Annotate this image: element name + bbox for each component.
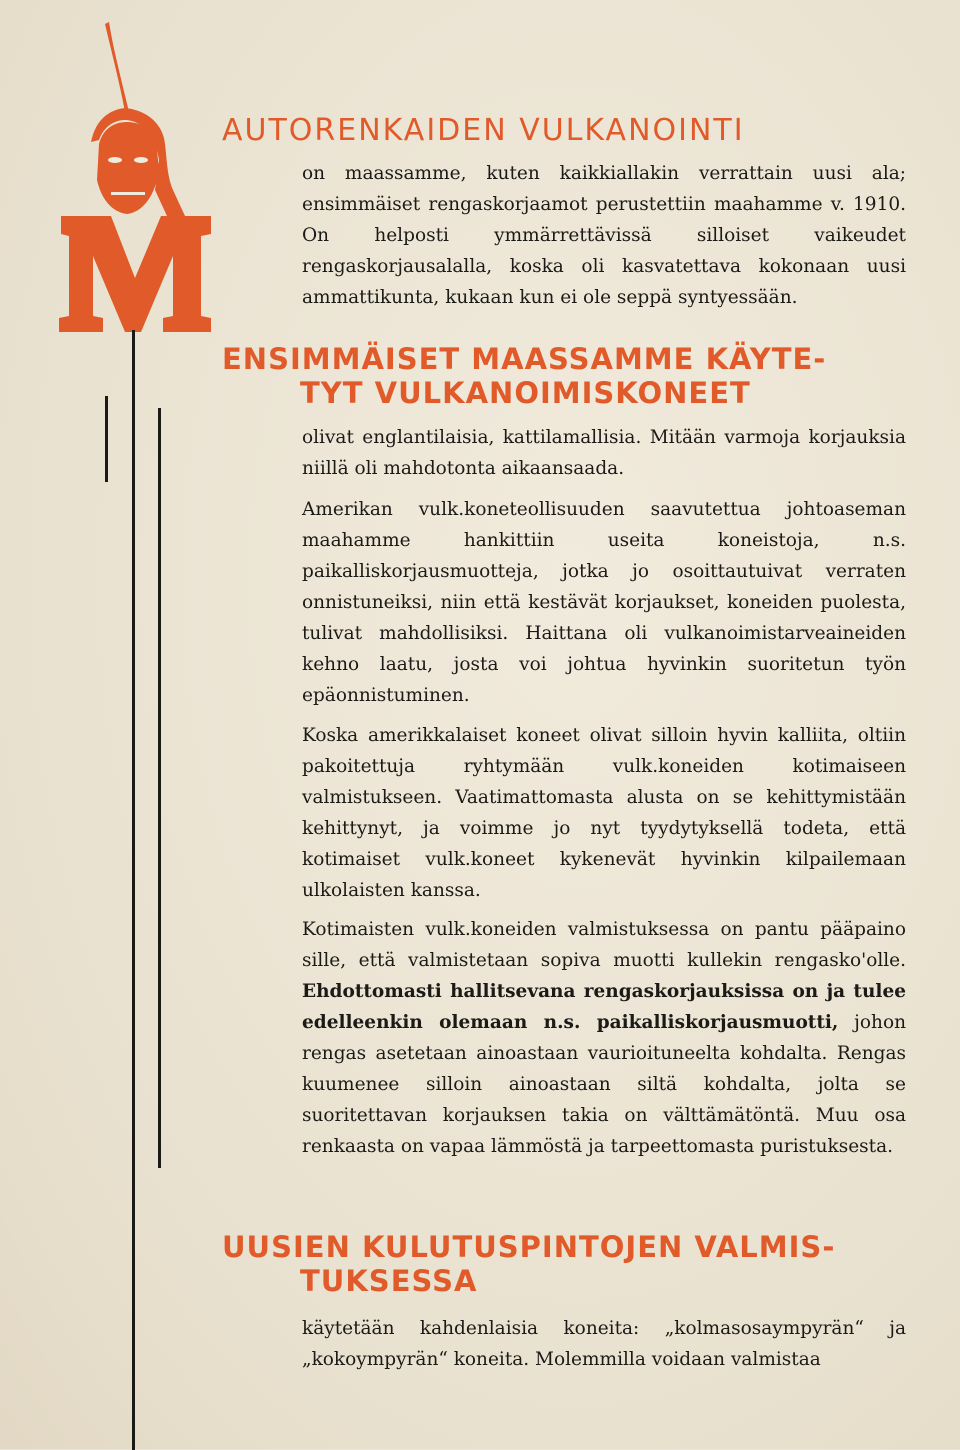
paragraph: on maassamme, kuten kaikkiallakin verrattain uusi ala; ensimmäiset rengaskorjaamot perustettiin maahamme v. 1910. On helposti ymmärrettävissä silloiset vaikeudet rengaskorjausalalla, koska oli kasvatettava kokonaan uusi ammattikunta, kukaan kun ei ole seppä syntyessään. xyxy=(302,163,906,308)
paragraph-text: johon rengas asetetaan ainoastaan vaurioituneelta kohdalta. Rengas kuumenee silloin ainoastaan siltä kohdalta, jolta se suoritettavan korjauksen takia on välttämätöntä. Muu osa renkaasta on vapaa lämmöstä ja tarpeettomasta puristuksesta. xyxy=(302,1012,906,1157)
bold-text: Ehdottomasti hallitsevana rengaskorjauksissa on ja tulee edelleenkin olemaan n.s. paikalliskorjausmuotti, xyxy=(302,981,906,1033)
chief-portrait-m-logo-icon xyxy=(55,20,215,332)
heading-line: TYT VULKANOIMISKONEET xyxy=(300,376,751,410)
paragraph: käytetään kahdenlaisia koneita: „kolmasosaympyrän“ ja „kokoympyrän“ koneita. Molemmilla voidaan valmistaa xyxy=(302,1318,906,1370)
heading-line: UUSIEN KULUTUSPINTOJEN VALMIS- xyxy=(222,1230,836,1264)
paragraph-text: Kotimaisten vulk.koneiden valmistuksessa on pantu pääpaino sille, että valmistetaan sopiva muotti kullekin rengasko'olle. xyxy=(302,919,906,971)
margin-rule xyxy=(158,408,161,1168)
paragraph: olivat englantilaisia, kattilamallisia. Mitään varmoja korjauksia niillä oli mahdotonta aikaansaada. xyxy=(302,427,906,479)
section-heading xyxy=(222,1230,835,1298)
paragraph xyxy=(302,914,906,1162)
paragraph: Koska amerikkalaiset koneet olivat silloin hyvin kalliita, oltiin pakoitettuja ryhtymään vulk.koneiden kotimaiseen valmistukseen. Vaatimattomasta alusta on se kehittymistään kehittynyt, ja voimme jo nyt tyydytyksellä todeta, että kotimaiset vulk.koneet kykenevät hyvinkin kilpailemaan ulkolaisten kanssa. xyxy=(302,725,906,901)
margin-rule xyxy=(105,396,108,482)
section-heading: AUTORENKAIDEN VULKANOINTI xyxy=(222,113,745,148)
paragraph: Amerikan vulk.koneteollisuuden saavutettua johtoaseman maahamme hankittiin useita koneistoja, n.s. paikalliskorjausmuotteja, jotka jo osoittautuivat verraten onnistuneiksi, niin että kestävät korjaukset, koneiden puolesta, tulivat mahdollisiksi. Haittana oli vulkanoimistarveaineiden kehno laatu, josta voi johtua hyvinkin suoritetun työn epäonnistuminen. xyxy=(302,499,906,706)
heading-line: ENSIMMÄISET MAASSAMME KÄYTE- xyxy=(222,342,827,376)
margin-rule xyxy=(132,330,135,1450)
heading-line: TUKSESSA xyxy=(300,1264,478,1298)
section-heading xyxy=(222,342,826,410)
